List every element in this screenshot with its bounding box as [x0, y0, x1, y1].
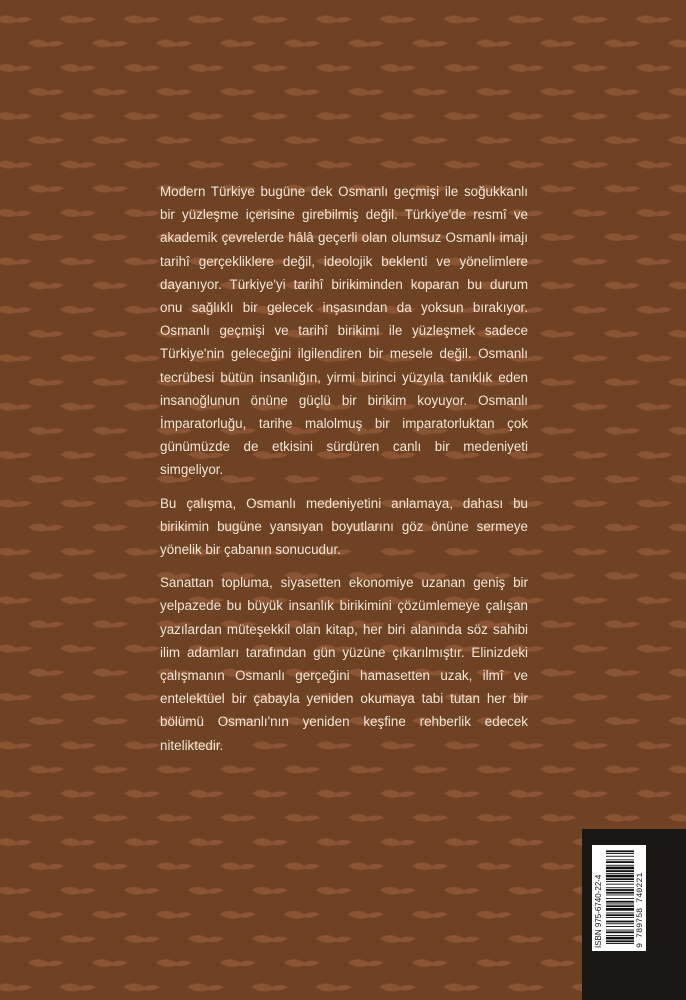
barcode-bar — [606, 940, 634, 942]
barcode-bar — [606, 878, 634, 880]
isbn-label: ISBN 975-6740-22-4 — [594, 874, 603, 948]
barcode-bar — [606, 884, 634, 885]
barcode-bar — [606, 887, 634, 888]
blurb-paragraph-2: Bu çalışma, Osmanlı medeniyetini anlamaya, dahası bu birikimin bugüne yansıyan boyutlarını göz önüne sermeye yönelik bir çabanın sonucudur. — [160, 495, 528, 558]
barcode-bar — [606, 867, 634, 870]
barcode-bar — [606, 853, 634, 854]
barcode-bar — [606, 917, 634, 918]
barcode-bar — [606, 930, 634, 931]
barcode-bar — [606, 892, 634, 894]
barcode-bar — [606, 873, 634, 874]
barcode-bar — [606, 859, 634, 860]
barcode-bar — [606, 875, 634, 878]
barcode-bar — [606, 931, 634, 933]
blurb-paragraph-1: Modern Türkiye bugüne dek Osmanlı geçmişi ile soğukkanlı bir yüzleşme içerisine girebilmiş değil. Türkiye'de resmî ve akademik çevrelerde hâlâ geçerli olan olumsuz Osmanlı imajı tarihî gerçekliklere değil, ideolojik beklenti ve yönelimlere dayanıyor. Türkiye'yi tarihî birikiminden koparan bu durum onu sağlıklı bir gelecek inşasından da yoksun bırakıyor. Osmanlı geçmişi ve tarihî birikimi ile yüzleşmek sadece Türkiye'nin geleceğini ilgilendiren bir mesele değil. Osmanlı tecrübesi bütün insanlığın, yirmi birinci yüzyıla tanıklık eden insanoğlunun önüne güçlü bir birikim koyuyor. Osmanlı İmparatorluğu, tarihe malolmuş bir imparatorluktan çok günümüzde de etkisini sürdüren canlı bir medeniyeti simgeliyor. — [160, 184, 528, 478]
barcode-bar — [606, 923, 634, 924]
back-cover-text — [160, 180, 528, 767]
barcode-bar — [606, 904, 634, 905]
barcode-bar — [606, 914, 634, 916]
barcode-bar — [606, 921, 634, 923]
barcode-bar — [606, 908, 634, 911]
barcode-bar — [606, 901, 634, 903]
barcode-bar — [606, 943, 634, 944]
barcode-bar — [606, 881, 634, 882]
barcode-bar — [606, 870, 634, 872]
blurb-paragraph-3: Sanattan topluma, siyasetten ekonomiye uzanan geniş bir yelpazede bu büyük insanlık birikimini çözümlemeye çalışan yazılardan müteşekkil olan kitap, her biri alanında söz sahibi ilim adamları tarafından gün yüzüne çıkarılmıştır. Elinizdeki çalışmanın Osmanlı gerçeğini hamasetten uzak, ilmî ve entelektüel bir çabayla yeniden okumaya tabi tutan her bir bölümü Osmanlı'nın yeniden keşfine rehberlik edecek niteliktedir. — [160, 575, 528, 753]
barcode-bar — [606, 861, 634, 863]
barcode-bar — [606, 850, 634, 852]
barcode-bar — [606, 865, 634, 866]
barcode-bar — [606, 898, 634, 899]
barcode-bar — [606, 913, 634, 914]
barcode-bar — [606, 895, 634, 896]
barcode-bar — [606, 935, 634, 936]
barcode-bar — [606, 937, 634, 940]
isbn-barcode — [592, 845, 646, 951]
barcode-bars — [606, 850, 634, 944]
barcode-bar — [606, 905, 634, 907]
isbn-number: 9 789758 740221 — [635, 872, 645, 948]
barcode-bar — [606, 856, 634, 857]
barcode-bar — [606, 926, 634, 927]
barcode-bar — [606, 889, 634, 891]
